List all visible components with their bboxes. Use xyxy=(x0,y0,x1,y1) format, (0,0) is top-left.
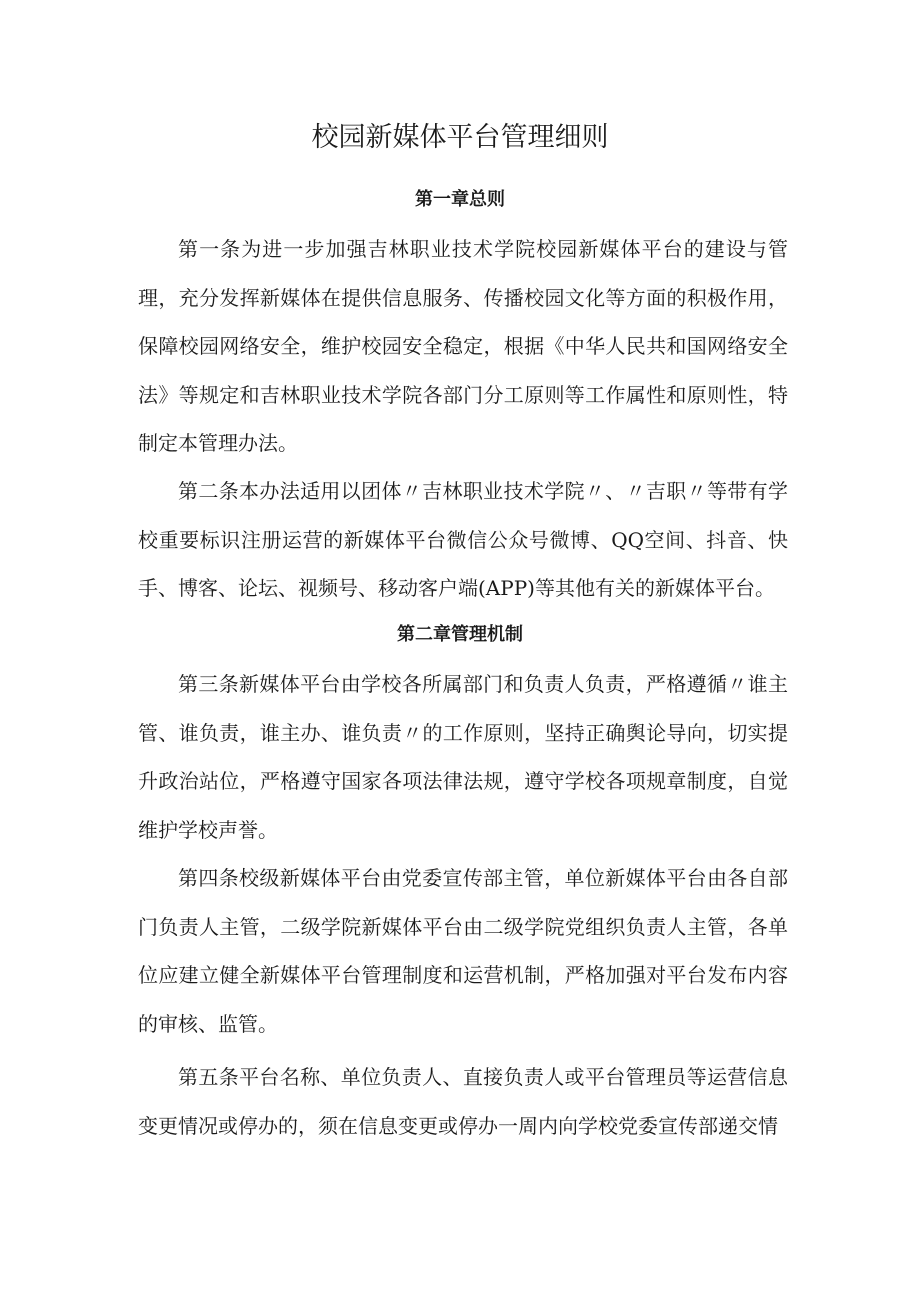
document-title: 校园新媒体平台管理细则 xyxy=(311,122,609,153)
article-4: 第四条校级新媒体平台由党委宣传部主管，单位新媒体平台由各自部门负责人主管，二级学院新媒体平台由二级学院党组织负责人主管，各单位应建立健全新媒体平台管理制度和运营机制，严格加强对平台发布内容的审核、监管。 xyxy=(138,866,788,1036)
article-1: 第一条为进一步加强吉林职业技术学院校园新媒体平台的建设与管理，充分发挥新媒体在提供信息服务、传播校园文化等方面的积极作用，保障校园网络安全，维护校园安全稳定，根据《中华人民共和国网络安全法》等规定和吉林职业技术学院各部门分工原则等工作属性和原则性，特制定本管理办法。 xyxy=(138,237,788,455)
article-3: 第三条新媒体平台由学校各所属部门和负责人负责，严格遵循〃谁主管、谁负责，谁主办、谁负责〃的工作原则，坚持正确舆论导向，切实提升政治站位，严格遵守国家各项法律法规，遵守学校各项规章制度，自觉维护学校声誉。 xyxy=(138,672,788,842)
article-2: 第二条本办法适用以团体〃吉林职业技术学院〃、〃吉职〃等带有学校重要标识注册运营的新媒体平台微信公众号微博、QQ空间、抖音、快手、博客、论坛、视频号、移动客户端(APP)等其他有关的新媒体平台。 xyxy=(138,479,788,600)
chapter-heading-2: 第二章管理机制 xyxy=(397,624,523,645)
chapter-heading-1: 第一章总则 xyxy=(415,189,505,210)
article-5: 第五条平台名称、单位负责人、直接负责人或平台管理员等运营信息变更情况或停办的，须在信息变更或停办一周内向学校党委宣传部递交情 xyxy=(138,1065,788,1138)
